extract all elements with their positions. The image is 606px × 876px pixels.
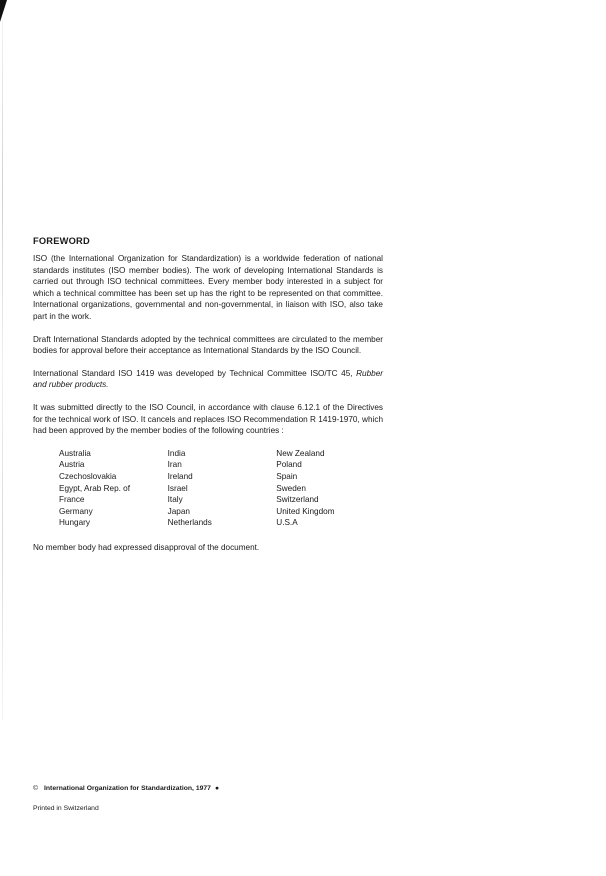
country-item: Germany <box>59 506 93 516</box>
paragraph-development <box>33 368 383 391</box>
country-item: India <box>167 448 186 458</box>
country-item: Spain <box>276 471 298 481</box>
country-item: France <box>59 495 85 505</box>
country-item: Israel <box>167 483 188 493</box>
country-item: Poland <box>276 460 302 470</box>
country-item: Czechoslovakia <box>59 471 117 481</box>
paragraph-submission: It was submitted directly to the ISO Council, in accordance with clause 6.12.1 of the Directives for the technical work of ISO. It cancels and replaces ISO Recommendation R 1419-1970, which had been approved by the member bodies of the following countries : <box>33 402 383 436</box>
country-item: Austria <box>59 460 85 470</box>
country-item: United Kingdom <box>276 506 335 516</box>
countries-column-1 <box>59 448 168 529</box>
scan-edge-shadow <box>2 20 3 720</box>
closing-statement: No member body had expressed disapproval of the document. <box>33 542 260 552</box>
foreword-heading: FOREWORD <box>33 236 90 246</box>
country-item: Egypt, Arab Rep. of <box>59 483 131 493</box>
copyright-text: International Organization for Standardization, 1977 <box>44 785 211 792</box>
country-item: U.S.A <box>276 518 298 528</box>
countries-column-3 <box>276 448 383 529</box>
country-item: Japan <box>167 506 190 516</box>
printed-in-note: Printed in Switzerland <box>33 805 99 812</box>
development-text: International Standard ISO 1419 was developed by Technical Committee ISO/TC 45, <box>33 368 353 378</box>
country-item: Hungary <box>59 518 90 528</box>
country-item: Switzerland <box>276 495 319 505</box>
foreword-section <box>33 236 383 553</box>
country-item: Sweden <box>276 483 306 493</box>
country-item: Italy <box>167 495 183 505</box>
country-item: Netherlands <box>167 518 212 528</box>
committee-title: Rubber and rubber products. <box>33 368 383 390</box>
copyright-notice <box>33 785 219 792</box>
country-item: Iran <box>167 460 182 470</box>
country-item: Ireland <box>167 471 193 481</box>
copyright-icon: © <box>33 785 39 792</box>
page-corner-mark <box>0 0 7 22</box>
countries-column-2 <box>168 448 277 529</box>
country-item: New Zealand <box>276 448 325 458</box>
paragraph-draft-standards: Draft International Standards adopted by the technical committees are circulated to the member bodies for approval before their acceptance as International Standards by the ISO Council. <box>33 334 383 356</box>
bullet-icon: ● <box>214 785 220 792</box>
approving-countries-list <box>59 448 383 529</box>
paragraph-iso-intro: ISO (the International Organization for Standardization) is a worldwide federation of national standards institutes (ISO member bodies). The work of developing International Standards is carried out through ISO technical committees. Every member body interested in a subject for which a technical committee has been set up has the right to be represented on that committee. International organizations, governmental and non-governmental, in liaison with ISO, also take part in the work. <box>33 254 383 321</box>
country-item: Australia <box>59 448 91 458</box>
